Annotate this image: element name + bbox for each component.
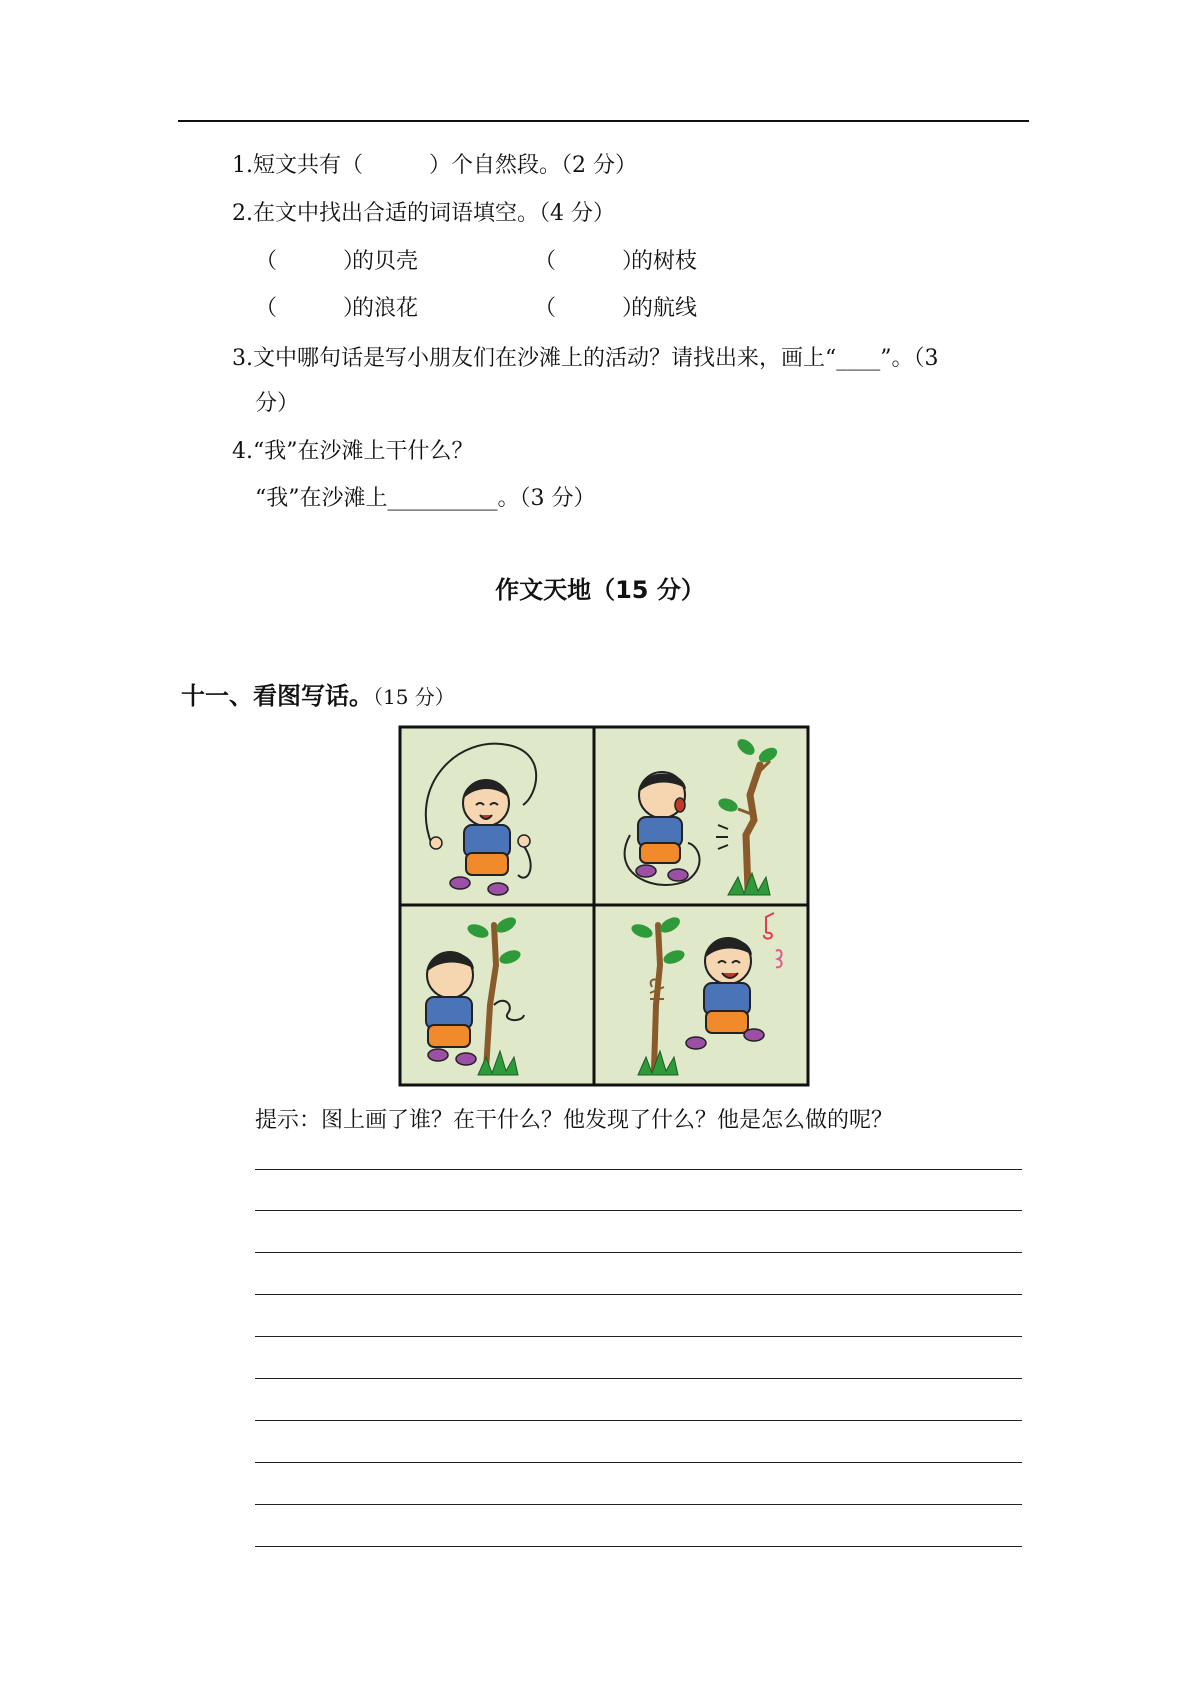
writing-line[interactable]	[255, 1252, 1022, 1253]
blank-paren-4: （ ）	[534, 296, 645, 321]
writing-line[interactable]	[255, 1336, 1022, 1337]
section-11-points: （15 分）	[373, 685, 455, 709]
blank-word-1: 的贝壳	[352, 249, 419, 274]
writing-line[interactable]	[255, 1378, 1022, 1379]
section-11-heading	[181, 676, 455, 711]
writing-line[interactable]	[255, 1420, 1022, 1421]
question-4-answer: “我”在沙滩上__________。（3 分）	[255, 486, 596, 511]
writing-line[interactable]	[255, 1504, 1022, 1505]
writing-line[interactable]	[255, 1210, 1022, 1211]
writing-line[interactable]	[255, 1546, 1022, 1547]
writing-line[interactable]	[255, 1462, 1022, 1463]
header-rule	[178, 120, 1029, 122]
blank-paren-1: （ ）	[255, 249, 366, 274]
blank-word-3: 的浪花	[352, 296, 419, 321]
writing-line[interactable]	[255, 1169, 1022, 1170]
section-11-title: 十一、看图写话。	[181, 682, 373, 710]
blank-paren-3: （ ）	[255, 296, 366, 321]
composition-title: 作文天地（15 分）	[495, 576, 705, 604]
blank-word-4: 的航线	[631, 296, 698, 321]
blank-word-2: 的树枝	[631, 249, 698, 274]
question-1: 1.短文共有（ ）个自然段。（2 分）	[232, 153, 637, 178]
hint-text: 提示：图上画了谁？在干什么？他发现了什么？他是怎么做的呢？	[255, 1108, 894, 1133]
writing-line[interactable]	[255, 1294, 1022, 1295]
question-3-cont: 分）	[255, 391, 300, 416]
question-4: 4.“我”在沙滩上干什么？	[232, 439, 474, 464]
question-3: 3.文中哪句话是写小朋友们在沙滩上的活动？请找出来，画上“____”。（3	[232, 346, 939, 371]
blank-paren-2: （ ）	[534, 249, 645, 274]
question-2: 2.在文中找出合适的词语填空。（4 分）	[232, 201, 615, 226]
comic-picture	[398, 725, 810, 1087]
